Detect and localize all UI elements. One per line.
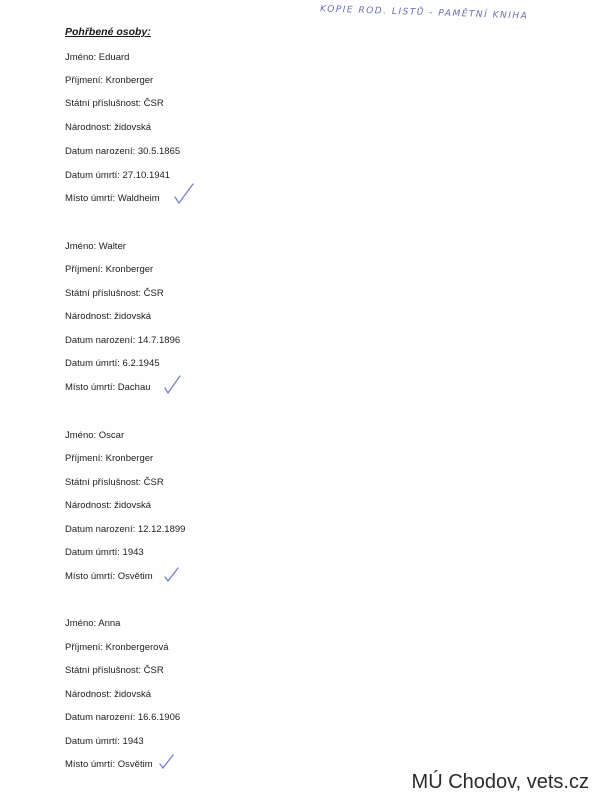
person-4-statni: Státní příslušnost: ČSR bbox=[65, 665, 164, 676]
person-2-umrti: Datum úmrtí: 6.2.1945 bbox=[65, 358, 160, 369]
person-2-statni: Státní příslušnost: ČSR bbox=[65, 288, 164, 299]
person-1-statni: Státní příslušnost: ČSR bbox=[65, 98, 164, 109]
person-1-misto: Místo úmrtí: Waldheim bbox=[65, 193, 160, 204]
person-4-umrti: Datum úmrtí: 1943 bbox=[65, 736, 144, 747]
handwritten-note: KOPIE ROD. LISTŮ - PAMĚTNÍ KNIHA bbox=[319, 4, 529, 22]
watermark: MÚ Chodov, vets.cz bbox=[411, 771, 589, 793]
person-1-jmeno: Jméno: Eduard bbox=[65, 52, 130, 63]
check-mark-icon bbox=[162, 374, 182, 396]
person-1-narozeni: Datum narození: 30.5.1865 bbox=[65, 146, 181, 157]
person-4-narozeni: Datum narození: 16.6.1906 bbox=[65, 712, 181, 723]
check-mark-icon bbox=[172, 182, 196, 206]
person-3-misto: Místo úmrtí: Osvětim bbox=[65, 571, 153, 582]
person-2-narozeni: Datum narození: 14.7.1896 bbox=[65, 335, 181, 346]
page-title: Pohřbené osoby: bbox=[65, 26, 151, 38]
check-mark-icon bbox=[157, 753, 175, 771]
person-3-statni: Státní příslušnost: ČSR bbox=[65, 477, 164, 488]
person-1-umrti: Datum úmrtí: 27.10.1941 bbox=[65, 170, 171, 181]
person-2-misto: Místo úmrtí: Dachau bbox=[65, 382, 151, 393]
check-mark-icon bbox=[162, 566, 180, 584]
person-2-narodnost: Národnost: židovská bbox=[65, 311, 152, 322]
person-1-narodnost: Národnost: židovská bbox=[65, 122, 152, 133]
person-3-umrti: Datum úmrtí: 1943 bbox=[65, 547, 144, 558]
person-3-prijmeni: Příjmení: Kronberger bbox=[65, 453, 154, 464]
person-1-prijmeni: Příjmení: Kronberger bbox=[65, 75, 154, 86]
person-3-narodnost: Národnost: židovská bbox=[65, 500, 152, 511]
person-4-misto: Místo úmrtí: Osvětim bbox=[65, 759, 153, 770]
person-4-narodnost: Národnost: židovská bbox=[65, 689, 152, 700]
person-2-jmeno: Jméno: Walter bbox=[65, 241, 126, 252]
person-4-jmeno: Jméno: Anna bbox=[65, 618, 121, 629]
person-3-jmeno: Jméno: Oscar bbox=[65, 430, 125, 441]
person-4-prijmeni: Příjmení: Kronbergerová bbox=[65, 642, 169, 653]
person-3-narozeni: Datum narození: 12.12.1899 bbox=[65, 524, 186, 535]
person-2-prijmeni: Příjmení: Kronberger bbox=[65, 264, 154, 275]
